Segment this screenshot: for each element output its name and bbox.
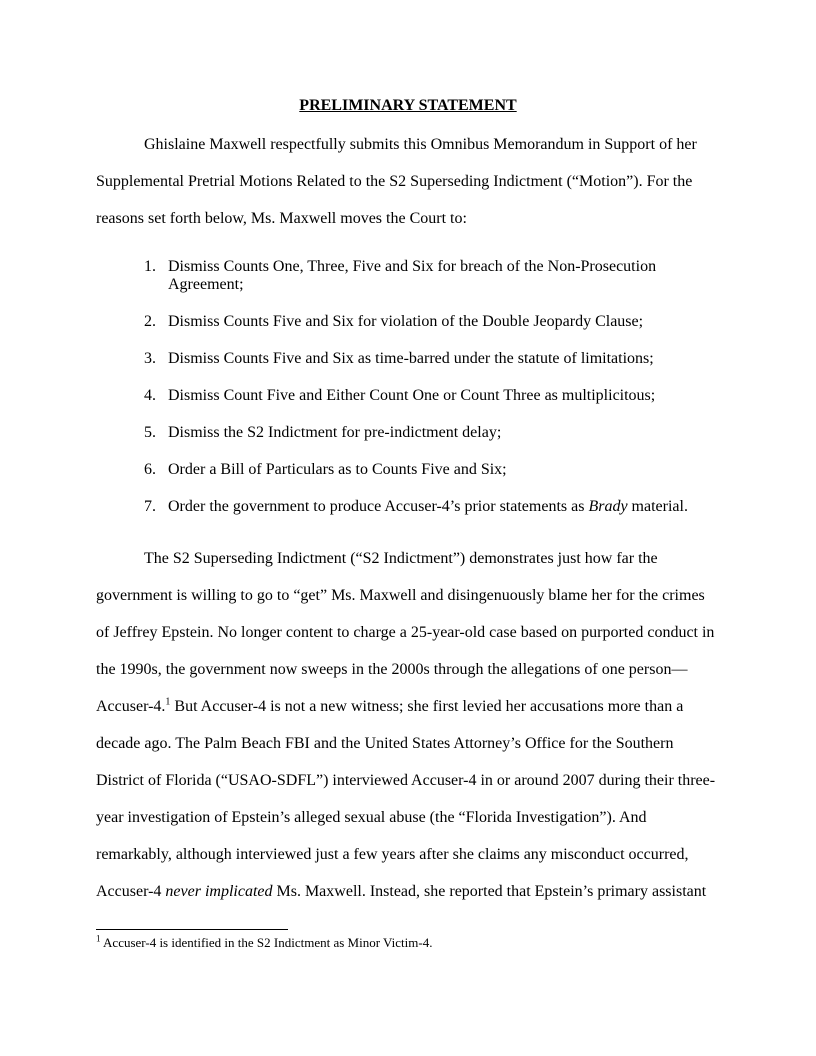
list-item-number: 5. [144, 424, 156, 441]
list-item-number: 4. [144, 387, 156, 404]
body-paragraph [96, 540, 720, 910]
footnote-reference[interactable]: 1 [165, 696, 171, 708]
list-item [144, 461, 704, 479]
list-item [144, 350, 704, 368]
list-item-number: 7. [144, 498, 156, 515]
list-item-number: 6. [144, 461, 156, 478]
footnote-divider [96, 929, 288, 930]
list-item [144, 313, 704, 331]
body-italic-text: never implicated [165, 883, 273, 900]
motions-list [144, 258, 704, 535]
list-item-number: 2. [144, 313, 156, 330]
list-item [144, 498, 704, 516]
footnote-marker: 1 [96, 933, 101, 944]
list-item-number: 3. [144, 350, 156, 367]
list-item-text: Dismiss Counts Five and Six as time-barred under the statute of limitations; [168, 350, 654, 367]
list-item-text-end: material. [627, 498, 688, 515]
list-item-text: Dismiss Count Five and Either Count One or Count Three as multiplicitous; [168, 387, 656, 404]
list-item [144, 387, 704, 405]
body-text: The S2 Superseding Indictment (“S2 Indictment”) demonstrates just how far the government is willing to go to “get” Ms. Maxwell and disingenuously blame her for the crimes of Jeffrey Epstein. No longer content to charge a 25-year-old case based on purported conduct in the 1990s, the government now sweeps in the 2000s through the allegations of one person—Accuser-4. [96, 550, 715, 715]
list-item-text: Order the government to produce Accuser-4’s prior statements as [168, 498, 589, 515]
body-text-end: Ms. Maxwell. Instead, she reported that Epstein’s primary assistant [272, 883, 707, 900]
body-text-continued: But Accuser-4 is not a new witness; she first levied her accusations more than a decade ago. The Palm Beach FBI and the United States Attorney’s Office for the Southern District of Florida (“USAO-SDFL”) interviewed Accuser-4 in or around 2007 during their three-year investigation of Epstein’s alleged sexual abuse (the “Florida Investigation”). And remarkably, although interviewed just a few years after she claims any misconduct occurred, Accuser-4 [96, 698, 716, 900]
footnote-text: Accuser-4 is identified in the S2 Indictment as Minor Victim-4. [100, 935, 433, 950]
list-item-text: Dismiss Counts Five and Six for violation of the Double Jeopardy Clause; [168, 313, 644, 330]
list-item [144, 258, 704, 294]
footnote [96, 935, 432, 951]
intro-paragraph [96, 126, 720, 237]
list-item-text: Dismiss Counts One, Three, Five and Six for breach of the Non-Prosecution Agreement; [168, 258, 657, 293]
list-item-text: Dismiss the S2 Indictment for pre-indictment delay; [168, 424, 502, 441]
list-item-text: Order a Bill of Particulars as to Counts Five and Six; [168, 461, 507, 478]
section-heading: PRELIMINARY STATEMENT [299, 97, 517, 114]
list-item [144, 424, 704, 442]
list-item-italic-text: Brady [588, 498, 628, 515]
intro-text: Ghislaine Maxwell respectfully submits this Omnibus Memorandum in Support of her Supplemental Pretrial Motions Related to the S2 Superseding Indictment (“Motion”). For the reasons set forth below, Ms. Maxwell moves the Court to: [96, 136, 697, 227]
list-item-number: 1. [144, 258, 156, 275]
